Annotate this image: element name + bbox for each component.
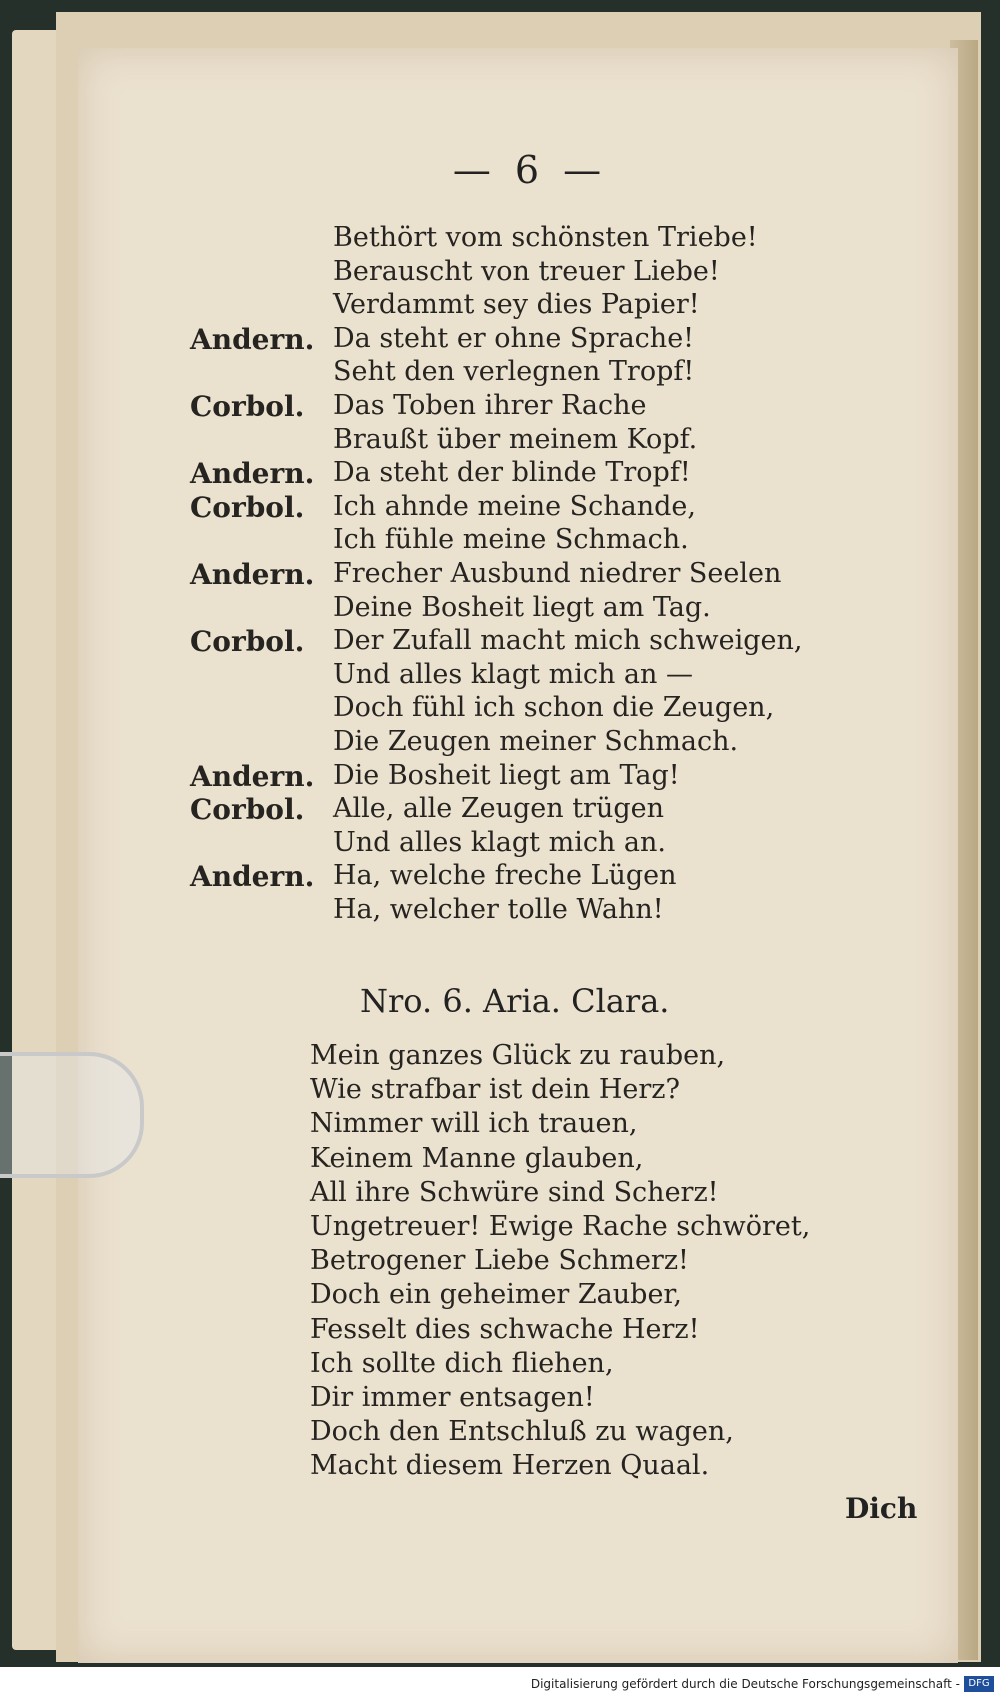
speaker-label: Corbol. bbox=[190, 625, 305, 659]
dfg-logo-icon: DFG bbox=[964, 1676, 994, 1692]
footer-credit: Digitalisierung gefördert durch die Deutsche Forschungsgemeinschaft - bbox=[530, 1677, 960, 1691]
verse-line: Und alles klagt mich an. bbox=[333, 826, 667, 858]
speaker-label: Corbol. bbox=[190, 793, 305, 827]
aria-line: Macht diesem Herzen Quaal. bbox=[310, 1450, 710, 1482]
verse-line: Deine Bosheit liegt am Tag. bbox=[333, 591, 711, 623]
speaker-label: Corbol. bbox=[190, 390, 305, 423]
verse-line: Das Toben ihrer Rache bbox=[333, 390, 647, 421]
aria-line: Fesselt dies schwache Herz! bbox=[310, 1313, 700, 1345]
speaker-label: Andern. bbox=[190, 322, 315, 356]
aria-line: Dir immer entsagen! bbox=[310, 1382, 595, 1413]
aria-line: Betrogener Liebe Schmerz! bbox=[310, 1245, 689, 1277]
verse-line: Braußt über meinem Kopf. bbox=[333, 423, 698, 455]
verse-line: Alle, alle Zeugen trügen bbox=[333, 793, 665, 825]
aria-line: Doch den Entschluß zu wagen, bbox=[310, 1416, 734, 1448]
verse-line: Der Zufall macht mich schweigen, bbox=[333, 625, 803, 657]
page-number: — 6 — bbox=[452, 148, 608, 192]
verse-line: Doch fühl ich schon die Zeugen, bbox=[333, 692, 775, 724]
verse-line: Da steht der blinde Tropf! bbox=[333, 457, 691, 489]
aria-line: All ihre Schwüre sind Scherz! bbox=[310, 1176, 719, 1208]
aria-line: Nimmer will ich trauen, bbox=[310, 1108, 638, 1140]
verse-line: Seht den verlegnen Tropf! bbox=[333, 356, 695, 388]
verse-line: Ha, welche freche Lügen bbox=[333, 860, 677, 892]
verse-line: Verdammt sey dies Papier! bbox=[333, 289, 700, 321]
aria-line: Keinem Manne glauben, bbox=[310, 1142, 644, 1174]
verse-line: Frecher Ausbund niedrer Seelen bbox=[333, 558, 782, 589]
speaker-label: Andern. bbox=[190, 457, 315, 491]
verse-line: Bethört vom schönsten Triebe! bbox=[333, 222, 758, 253]
speaker-label: Andern. bbox=[190, 759, 315, 793]
aria-line: Ungetreuer! Ewige Rache schwöret, bbox=[310, 1211, 811, 1242]
page-clip bbox=[0, 1052, 144, 1178]
aria-title: Nro. 6. Aria. Clara. bbox=[360, 982, 670, 1020]
verse-line: Und alles klagt mich an — bbox=[333, 658, 694, 690]
verse-line: Die Bosheit liegt am Tag! bbox=[333, 759, 680, 791]
speaker-label: Andern. bbox=[190, 860, 315, 894]
verse-line: Berauscht von treuer Liebe! bbox=[333, 255, 720, 287]
verse-line: Ich ahnde meine Schande, bbox=[333, 490, 696, 522]
verse-line: Ich fühle meine Schmach. bbox=[333, 524, 689, 556]
catchword: Dich bbox=[845, 1492, 918, 1525]
verse-line: Die Zeugen meiner Schmach. bbox=[333, 726, 739, 757]
speaker-label: Andern. bbox=[190, 558, 315, 591]
aria-line: Ich sollte dich fliehen, bbox=[310, 1347, 614, 1379]
aria-line: Wie strafbar ist dein Herz? bbox=[310, 1074, 680, 1106]
verse-line: Ha, welcher tolle Wahn! bbox=[333, 894, 664, 925]
aria-line: Mein ganzes Glück zu rauben, bbox=[310, 1040, 726, 1071]
verse-line: Da steht er ohne Sprache! bbox=[333, 322, 695, 354]
footer-strip bbox=[0, 1667, 1000, 1697]
speaker-label: Corbol. bbox=[190, 490, 305, 524]
aria-line: Doch ein geheimer Zauber, bbox=[310, 1279, 682, 1311]
